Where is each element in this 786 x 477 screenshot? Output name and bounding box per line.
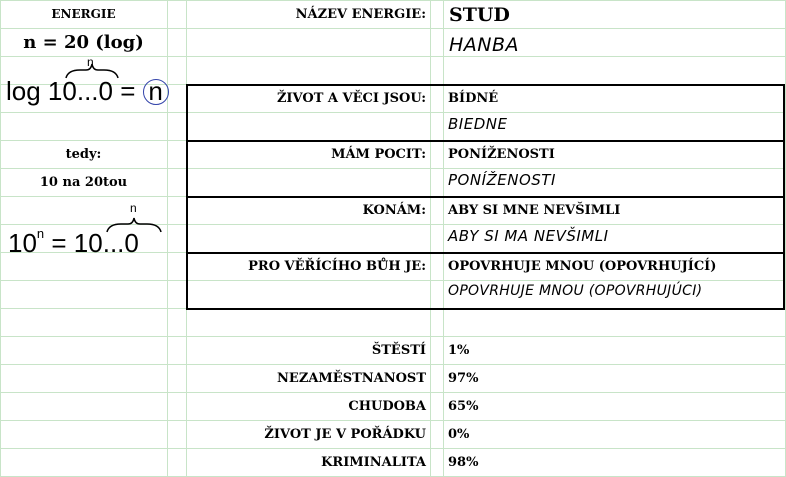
box-label-zivot: ŽIVOT A VĚCI JSOU: — [276, 91, 426, 106]
stat-label-zivot-poradku: ŽIVOT JE V POŘÁDKU — [264, 427, 426, 442]
power-exponent: n — [36, 226, 45, 242]
stat-value-nezamestnanost: 97% — [448, 371, 479, 386]
box-value-buh: OPOVRHUJE MNOU (OPOVRHUJÍCÍ) — [448, 259, 717, 274]
stat-label-kriminalita: KRIMINALITA — [321, 455, 426, 470]
energy-name-value: STUD — [449, 4, 510, 26]
stat-label-nezamestnanost: NEZAMĚSTNANOST — [277, 371, 426, 386]
power-base: 10 — [8, 228, 37, 258]
box-label-pocit: MÁM POCIT: — [331, 147, 426, 162]
brace-1-label: n — [87, 55, 94, 69]
box-hand-zivot: BIEDNE — [448, 115, 508, 133]
energy-name-label: NÁZEV ENERGIE: — [295, 7, 426, 22]
energie-header: ENERGIE — [51, 7, 116, 21]
brace-2-label: n — [130, 201, 137, 215]
stat-value-chudoba: 65% — [448, 399, 479, 414]
log-formula — [6, 76, 169, 107]
box-value-zivot: BÍDNÉ — [448, 91, 499, 106]
box-label-konam: KONÁM: — [362, 203, 426, 218]
circled-n: n — [143, 79, 169, 105]
box-label-buh: PRO VĚŘÍCÍHO BŮH JE: — [248, 259, 426, 274]
log-formula-text: log 10...0 = — [6, 76, 136, 106]
n-value-line: n = 20 (log) — [23, 32, 144, 53]
box-hand-konam: ABY SI MA NEVŠIMLI — [448, 227, 609, 245]
stat-label-chudoba: CHUDOBA — [348, 399, 426, 414]
box-hand-pocit: PONÍŽENOSTI — [448, 171, 556, 189]
power-text: 10 na 20tou — [39, 175, 128, 190]
tedy-label: tedy: — [65, 147, 102, 162]
stat-value-stesti: 1% — [448, 343, 470, 358]
box-hand-buh: OPOVRHUJE MNOU (OPOVRHUJÚCI) — [448, 283, 703, 299]
box-value-konam: ABY SI MNE NEVŠIMLI — [448, 203, 621, 218]
stat-value-zivot-poradku: 0% — [448, 427, 470, 442]
brace-2 — [103, 212, 165, 234]
stat-value-kriminalita: 98% — [448, 455, 479, 470]
power-rest: = 10...0 — [51, 228, 139, 258]
stat-label-stesti: ŠTĚSTÍ — [371, 343, 426, 358]
box-value-pocit: PONÍŽENOSTI — [448, 147, 555, 162]
energy-name-hand: HANBA — [449, 34, 520, 56]
